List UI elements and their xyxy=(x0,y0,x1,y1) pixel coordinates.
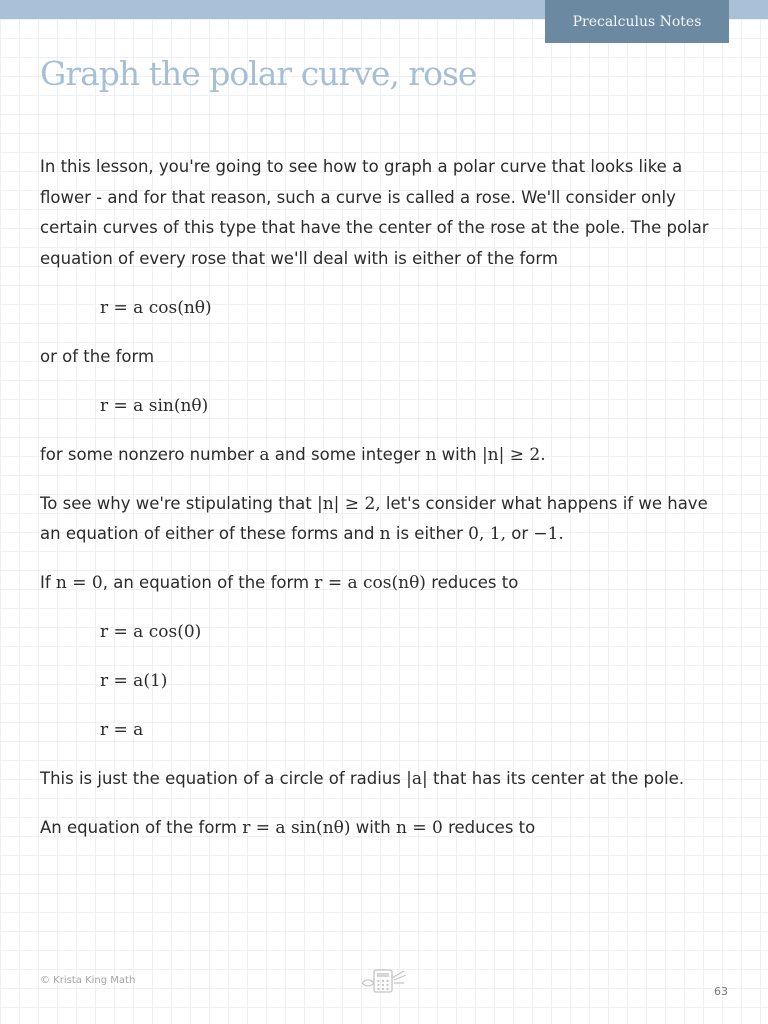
equation-sin-form: r = a sin(nθ) xyxy=(100,395,209,416)
n-zero-paragraph: If n = 0, an equation of the form r = a cos(nθ) reduces to xyxy=(40,573,519,593)
sin-form-paragraph: An equation of the form r = a sin(nθ) with n = 0 reduces to xyxy=(40,818,536,838)
copyright-text: © Krista King Math xyxy=(40,975,136,986)
section-tab: Precalculus Notes xyxy=(545,0,729,43)
equation-step-3: r = a xyxy=(100,720,144,740)
condition-paragraph: for some nonzero number a and some integer n with |n| ≥ 2. xyxy=(40,444,546,465)
stipulation-paragraph: To see why we're stipulating that |n| ≥ 2, let's consider what happens if we have an equation of either of these forms and n is either 0, 1, or −1. xyxy=(40,493,708,544)
lesson-body xyxy=(40,152,732,844)
or-form-text: or of the form xyxy=(40,346,155,366)
page-title: Graph the polar curve, rose xyxy=(40,54,477,93)
page-number: 63 xyxy=(714,985,728,998)
circle-paragraph: This is just the equation of a circle of radius |a| that has its center at the pole. xyxy=(40,769,685,789)
intro-paragraph: In this lesson, you're going to see how to graph a polar curve that looks like a flower - and for that reason, such a curve is called a rose. We'll consider only certain curves of this type that have the center of the rose at the pole. The polar equation of every rose that we'll deal with is either of the form xyxy=(40,157,709,268)
equation-step-1: r = a cos(0) xyxy=(100,622,202,642)
calculator-logo-icon xyxy=(360,966,408,1000)
equation-cos-form: r = a cos(nθ) xyxy=(100,297,212,318)
equation-step-2: r = a(1) xyxy=(100,671,168,691)
